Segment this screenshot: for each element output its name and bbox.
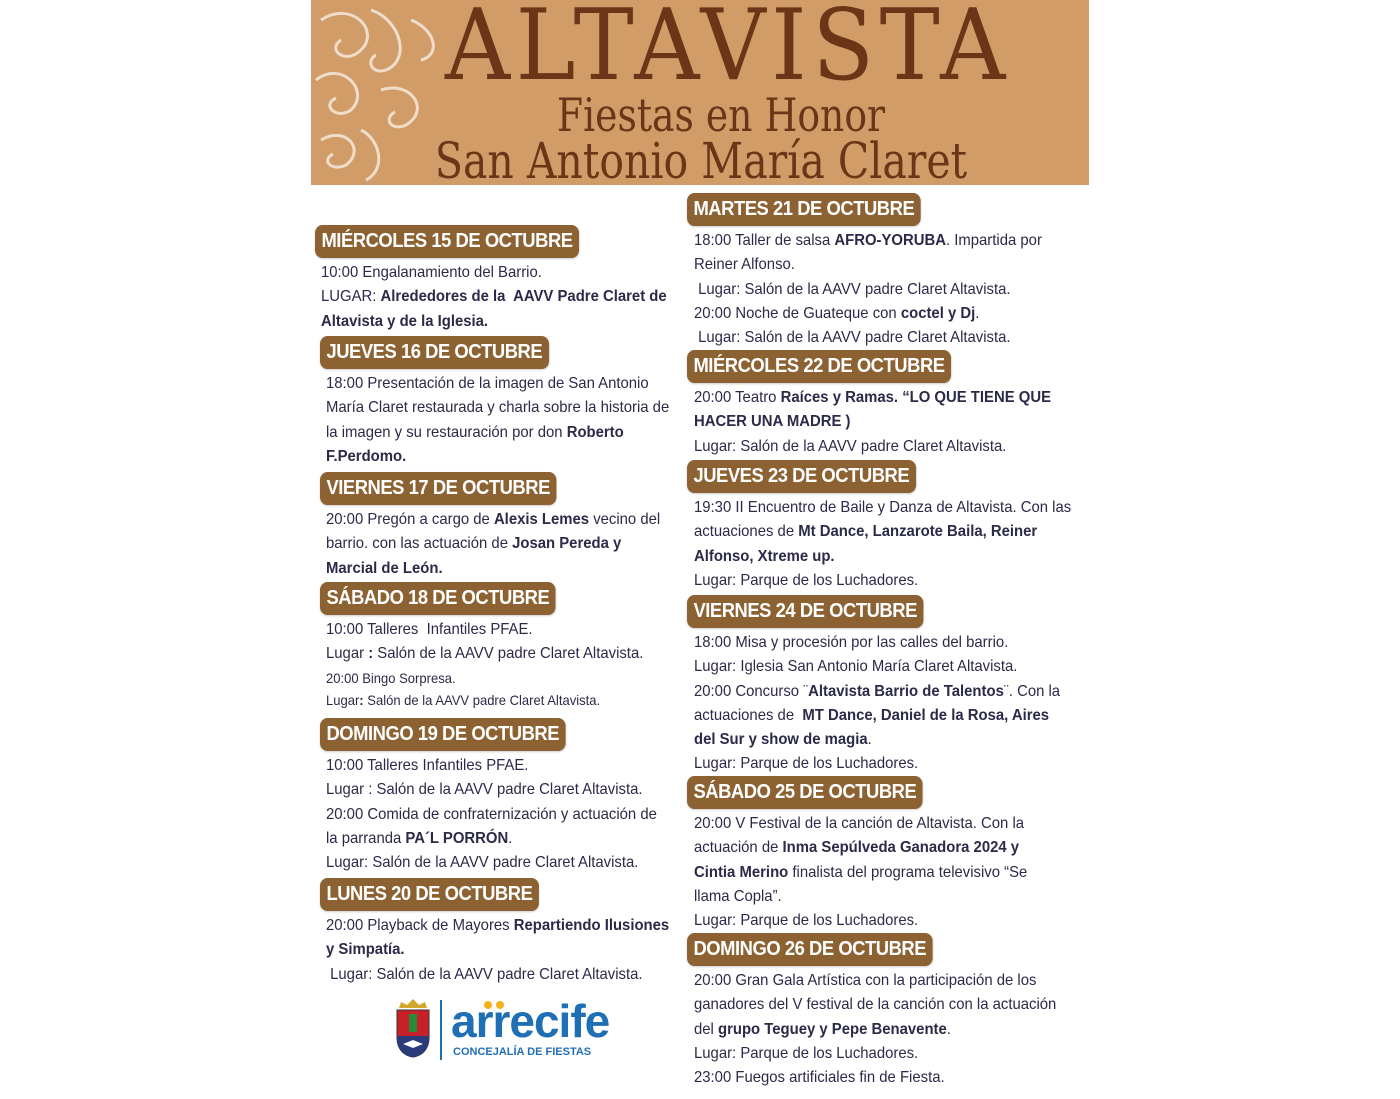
event-line xyxy=(326,421,669,445)
arrecife-wordmark: arrecife xyxy=(451,995,610,1047)
event-line xyxy=(694,704,1060,728)
text-segment: 18:00 Presentación de la imagen de San Antonio xyxy=(326,375,649,392)
event-line xyxy=(694,861,1027,885)
text-segment: Lugar: Parque de los Luchadores. xyxy=(694,755,919,773)
text-segment: 20:00 Pregón a cargo de xyxy=(326,511,494,528)
event-details xyxy=(694,386,1078,459)
event-line xyxy=(694,909,1027,933)
highlighted-text: MT Dance, Daniel de la Rosa, Aires xyxy=(802,706,1050,724)
day-badge: MARTES 21 DE OCTUBRE xyxy=(687,193,921,226)
text-segment: 20:00 Bingo Sorpresa. xyxy=(326,669,456,686)
event-details xyxy=(694,496,1100,593)
text-segment: la imagen y su restauración por don xyxy=(326,423,567,441)
text-segment: vecino del xyxy=(589,511,661,528)
highlighted-text: Roberto xyxy=(566,423,624,441)
day-section xyxy=(687,595,1088,777)
event-line xyxy=(694,1018,1056,1042)
day-badge: VIERNES 24 DE OCTUBRE xyxy=(687,595,923,628)
poster-subtitle: Fiestas en Honor xyxy=(556,88,886,142)
event-line xyxy=(326,642,643,666)
event-line xyxy=(326,396,669,420)
text-segment: del xyxy=(694,1020,718,1038)
text-segment: Salón de la AAVV padre Claret Altavista. xyxy=(363,691,601,708)
text-segment: Salón de la AAVV padre Claret Altavista. xyxy=(373,645,644,663)
poster-subtitle-saint: San Antonio María Claret xyxy=(434,132,968,185)
event-line xyxy=(694,969,1056,993)
event-line xyxy=(694,496,1071,520)
highlighted-text: : xyxy=(359,691,364,708)
department-label: CONCEJALÍA DE FIESTAS xyxy=(453,1046,592,1058)
text-segment: Lugar: Parque de los Luchadores. xyxy=(694,912,919,930)
highlighted-text: F.Perdomo. xyxy=(326,447,407,465)
event-details xyxy=(321,261,693,334)
event-line xyxy=(326,851,657,875)
text-segment: 10:00 Talleres Infantiles PFAE. xyxy=(326,621,533,638)
event-details xyxy=(694,969,1084,1090)
highlighted-text: Alrededores de la AAVV Padre Claret de xyxy=(380,288,667,306)
text-segment: actuaciones de xyxy=(694,523,799,541)
event-line xyxy=(694,836,1027,860)
highlighted-text: grupo Teguey y Pepe Benavente xyxy=(717,1020,947,1038)
highlighted-text: AFRO-YORUBA xyxy=(834,232,946,249)
text-segment: llama Copla”. xyxy=(694,887,782,905)
text-segment: la parranda xyxy=(326,829,406,847)
event-line xyxy=(694,410,1051,434)
arrecife-logo xyxy=(393,996,623,1066)
event-line xyxy=(694,253,1042,277)
event-line xyxy=(321,285,667,309)
event-line xyxy=(694,680,1060,704)
highlighted-text: Mt Dance, Lanzarote Baila, Reiner xyxy=(798,523,1038,541)
event-line xyxy=(694,885,1027,909)
text-segment: 18:00 Misa y procesión por las calles del barrio. xyxy=(694,634,1009,651)
day-section xyxy=(687,193,1068,350)
highlighted-text: del Sur y show de magia xyxy=(694,731,868,749)
event-line xyxy=(694,229,1042,253)
event-details xyxy=(326,508,685,581)
highlighted-text: Josan Pereda y xyxy=(512,535,622,553)
text-segment: Lugar xyxy=(326,691,360,708)
text-segment: ¨. Con la xyxy=(1003,682,1061,700)
highlighted-text: Inma Sepúlveda Ganadora 2024 y xyxy=(782,839,1020,857)
event-line xyxy=(326,778,657,802)
day-badge: JUEVES 16 DE OCTUBRE xyxy=(320,336,549,369)
text-segment: Lugar: Salón de la AAVV padre Claret Altavista. xyxy=(694,280,1011,298)
event-details xyxy=(326,914,695,987)
event-poster xyxy=(311,0,1089,1099)
text-segment: 18:00 Taller de salsa xyxy=(694,232,835,249)
day-badge: SÁBADO 18 DE OCTUBRE xyxy=(320,582,556,615)
event-line xyxy=(326,803,657,827)
day-section xyxy=(320,718,682,875)
text-segment: barrio. con las actuación de xyxy=(326,535,513,553)
text-segment: 20:00 Comida de confraternización y actuación de xyxy=(326,805,657,823)
event-line xyxy=(694,520,1071,544)
text-segment: Lugar: Parque de los Luchadores. xyxy=(694,571,919,589)
text-segment: 10:00 Talleres Infantiles PFAE. xyxy=(326,757,529,774)
text-segment: Lugar xyxy=(326,645,369,663)
day-section xyxy=(320,878,695,987)
text-segment: 20:00 Concurso ¨ xyxy=(694,682,809,700)
text-segment: María Claret restaurada y charla sobre la historia de xyxy=(326,399,670,417)
event-line xyxy=(694,278,1042,302)
day-badge: VIERNES 17 DE OCTUBRE xyxy=(320,472,556,505)
text-segment: finalista del programa televisivo “Se xyxy=(788,863,1028,881)
text-segment: 10:00 Engalanamiento del Barrio. xyxy=(321,264,542,281)
event-line xyxy=(694,993,1056,1017)
event-line xyxy=(326,938,669,962)
event-line xyxy=(326,508,660,532)
text-segment: 20:00 Playback de Mayores xyxy=(326,917,514,934)
day-badge: MIÉRCOLES 22 DE OCTUBRE xyxy=(687,350,951,383)
day-section xyxy=(687,460,1100,593)
logo-divider xyxy=(440,1000,442,1060)
text-segment: 23:00 Fuegos artificiales fin de Fiesta. xyxy=(694,1069,945,1087)
text-segment: Lugar: Parque de los Luchadores. xyxy=(694,1044,919,1062)
day-section xyxy=(315,225,693,334)
text-segment: Lugar: Salón de la AAVV padre Claret Altavista. xyxy=(326,854,639,872)
day-badge: DOMINGO 26 DE OCTUBRE xyxy=(687,933,933,966)
event-line xyxy=(694,569,1071,593)
text-segment: 19:30 II Encuentro de Baile y Danza de Altavista. Con las xyxy=(694,499,1072,516)
event-details xyxy=(694,812,1052,933)
event-line xyxy=(694,631,1060,655)
day-badge: JUEVES 23 DE OCTUBRE xyxy=(687,460,916,493)
event-details xyxy=(694,631,1088,777)
highlighted-text: HACER UNA MADRE ) xyxy=(694,413,851,431)
highlighted-text: : xyxy=(368,645,374,663)
day-section xyxy=(320,472,685,581)
event-line xyxy=(694,655,1060,679)
highlighted-text: Repartiendo Ilusiones xyxy=(513,917,670,934)
text-segment: 20:00 V Festival de la canción de Altavista. Con la xyxy=(694,815,1025,832)
event-line xyxy=(694,435,1051,459)
event-line xyxy=(326,914,669,938)
event-line xyxy=(326,445,669,469)
event-details xyxy=(694,229,1068,350)
event-line xyxy=(694,752,1060,776)
day-section xyxy=(687,933,1084,1090)
day-section xyxy=(687,350,1078,459)
event-line xyxy=(694,386,1051,410)
text-segment: 20:00 Noche de Guateque con xyxy=(694,304,901,322)
event-line xyxy=(694,545,1071,569)
event-line xyxy=(321,310,667,334)
day-section xyxy=(687,776,1052,933)
text-segment: 20:00 Gran Gala Artística con la participación de los xyxy=(694,972,1037,989)
poster-header xyxy=(311,0,1089,185)
highlighted-text: Alfonso, Xtreme up. xyxy=(694,547,835,565)
day-badge: SÁBADO 25 DE OCTUBRE xyxy=(687,776,923,809)
highlighted-text: Altavista Barrio de Talentos xyxy=(808,682,1004,700)
event-line xyxy=(326,754,657,778)
text-segment: Lugar: Salón de la AAVV padre Claret Altavista. xyxy=(326,965,643,983)
event-line xyxy=(326,532,660,556)
text-segment: . xyxy=(508,829,513,847)
text-segment: . xyxy=(975,304,980,322)
day-badge: LUNES 20 DE OCTUBRE xyxy=(320,878,539,911)
day-section xyxy=(320,336,695,469)
text-segment: Lugar: Salón de la AAVV padre Claret Altavista. xyxy=(694,329,1011,347)
text-segment: 20:00 Teatro xyxy=(694,389,781,406)
event-line xyxy=(326,667,643,689)
text-segment: actuaciones de xyxy=(694,706,803,724)
highlighted-text: Altavista y de la Iglesia. xyxy=(321,312,489,330)
text-segment: Reiner Alfonso. xyxy=(694,256,795,274)
text-segment: ganadores del V festival de la canción con la actuación xyxy=(694,996,1057,1014)
event-line xyxy=(326,827,657,851)
highlighted-text: coctel y Dj xyxy=(900,304,976,322)
text-segment: LUGAR: xyxy=(321,288,381,306)
text-segment: actuación de xyxy=(694,839,783,857)
highlighted-text: PA´L PORRÓN xyxy=(405,829,509,847)
event-line xyxy=(694,302,1042,326)
event-line xyxy=(694,812,1027,836)
event-line xyxy=(326,618,643,642)
highlighted-text: Alexis Lemes xyxy=(493,511,590,528)
day-badge: MIÉRCOLES 15 DE OCTUBRE xyxy=(315,225,579,258)
event-line xyxy=(694,1042,1056,1066)
event-line xyxy=(326,372,669,396)
event-details xyxy=(326,754,682,875)
event-line xyxy=(321,261,667,285)
event-line xyxy=(694,728,1060,752)
highlighted-text: Cintia Merino xyxy=(694,863,789,881)
event-line xyxy=(326,963,669,987)
event-details xyxy=(326,618,667,711)
highlighted-text: y Simpatía. xyxy=(326,941,405,959)
event-line xyxy=(326,689,643,711)
poster-title: ALTAVISTA xyxy=(445,0,1011,103)
day-badge: DOMINGO 19 DE OCTUBRE xyxy=(320,718,566,751)
event-line xyxy=(694,1066,1056,1090)
highlighted-text: Raíces y Ramas. “LO QUE TIENE QUE xyxy=(780,389,1052,406)
event-details xyxy=(326,372,695,469)
day-section xyxy=(320,582,667,711)
text-segment: . xyxy=(946,1020,951,1038)
text-segment: Lugar: Iglesia San Antonio María Claret Altavista. xyxy=(694,658,1018,676)
text-segment: . xyxy=(867,731,872,749)
text-segment: Lugar : Salón de la AAVV padre Claret Altavista. xyxy=(326,781,643,799)
text-segment: . Impartida por xyxy=(945,232,1042,249)
event-line xyxy=(694,326,1042,350)
highlighted-text: Marcial de León. xyxy=(326,559,443,577)
text-segment: Lugar: Salón de la AAVV padre Claret Altavista. xyxy=(694,437,1007,455)
coat-of-arms-icon xyxy=(393,998,433,1058)
event-line xyxy=(326,557,660,581)
